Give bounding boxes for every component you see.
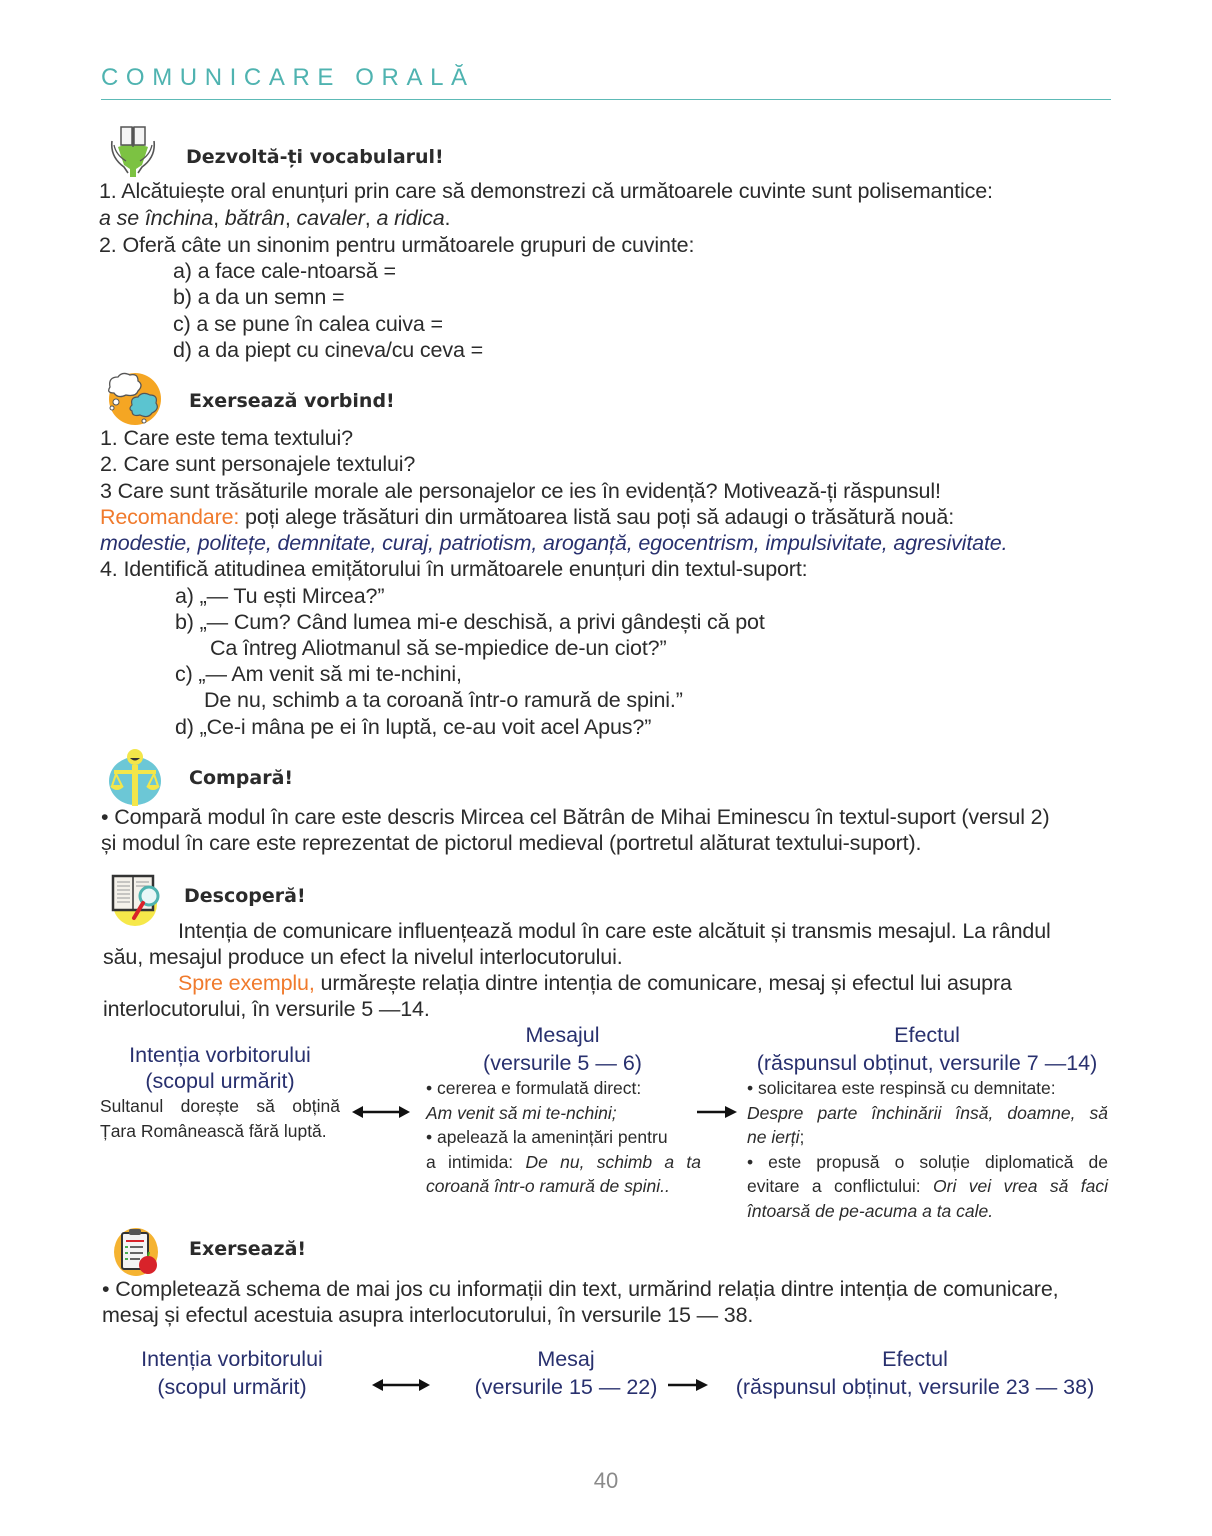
vocab-word: cavaler — [296, 206, 365, 230]
speech-bubbles-icon — [104, 369, 162, 427]
diagram-intent-text — [100, 1094, 340, 1143]
message-line — [426, 1150, 701, 1175]
quote-item: a) „— Tu ești Mircea?” — [175, 584, 385, 608]
discover-paragraph-line: interlocutorului, în versurile 5 —14. — [103, 997, 430, 1021]
speak-question-2: 2. Care sunt personajele textului? — [100, 452, 416, 476]
synonym-item: a) a face cale-ntoarsă = — [173, 259, 396, 283]
example-label: Spre exemplu, — [178, 971, 315, 995]
recommendation-text: poți alege trăsături din următoarea listă sau poți să adaugi o trăsătură nouă: — [239, 505, 955, 529]
diagram2-effect-heading — [715, 1346, 1115, 1400]
message-line: • apelează la amenințări pentru — [426, 1127, 668, 1147]
speak-question-1: 1. Care este tema textului? — [100, 426, 353, 450]
speak-question-3: 3 Care sunt trăsăturile morale ale personajelor ce ies în evidență? Motivează-ți răspunsul! — [100, 479, 941, 503]
vocab-word-list: a se închina, bătrân, cavaler, a ridica. — [99, 206, 451, 230]
message-threat-quote: De nu, schimb a ta — [525, 1151, 702, 1172]
section-title-exerseaza: Exersează! — [189, 1238, 307, 1260]
diagram-intent-heading — [100, 1042, 340, 1094]
effect-line: Despre parte închinării însă, doamne, să — [747, 1102, 1108, 1123]
book-hands-icon — [104, 121, 162, 179]
quote-item-continuation: De nu, schimb a ta coroană într-o ramură de spini.” — [204, 688, 683, 712]
effect-line — [747, 1125, 1108, 1150]
effect-title: Efectul — [882, 1347, 948, 1371]
book-magnifier-icon — [105, 870, 163, 928]
trait-list: modestie, politețe, demnitate, curaj, patriotism, aroganță, egocentrism, impulsivitate, agresivitate. — [100, 531, 1008, 555]
section-title-compara: Compară! — [189, 767, 294, 789]
intent-text-line: Sultanul dorește să obțină — [100, 1096, 340, 1116]
right-arrow-icon — [697, 1105, 737, 1119]
message-subtitle: (versurile 15 — 22) — [474, 1375, 658, 1399]
diagram2-intent-heading — [112, 1346, 352, 1400]
vocab-word: a se închina — [99, 206, 214, 230]
clipboard-apple-icon — [112, 1225, 170, 1283]
effect-subtitle: (răspunsul obținut, versurile 23 — 38) — [735, 1375, 1095, 1399]
effect-quote: ne ierți — [747, 1127, 800, 1147]
synonym-item: c) a se pune în calea cuiva = — [173, 312, 443, 336]
effect-subtitle: (răspunsul obținut, versurile 7 —14) — [756, 1051, 1098, 1075]
header-divider — [101, 99, 1111, 100]
message-threat-prefix: a intimida: — [426, 1151, 526, 1172]
message-line: coroană într-o ramură de spini.. — [426, 1176, 670, 1196]
compare-text-line: și modul în care este reprezentat de pictorul medieval (portretul alăturat textului-suport). — [101, 831, 922, 855]
intent-text-line: Țara Românească fără luptă. — [100, 1120, 327, 1141]
synonym-item: d) a da piept cu cineva/cu ceva = — [173, 338, 483, 362]
effect-title: Efectul — [894, 1023, 960, 1047]
quote-item-continuation: Ca întreg Aliotmanul să se-mpiedice de-un ciot?” — [210, 636, 667, 660]
compare-text-line: • Compară modul în care este descris Mircea cel Bătrân de Mihai Eminescu în textul-suport (versul 2) — [101, 805, 1050, 829]
effect-line: întoarsă de pe-acuma a ta cale. — [747, 1200, 994, 1221]
vocab-word: bătrân — [224, 206, 285, 230]
recommendation-label: Recomandare: — [100, 505, 240, 529]
double-arrow-icon — [352, 1105, 410, 1119]
effect-quote: Ori vei vrea să faci — [933, 1176, 1109, 1196]
diagram-message-text — [426, 1076, 701, 1199]
speak-question-4: 4. Identifică atitudinea emițătorului în următoarele enunțuri din textul-suport: — [100, 557, 808, 581]
exercise-text-line: mesaj și efectul acestuia asupra interlocutorului, în versurile 15 — 38. — [102, 1303, 754, 1327]
page-number: 40 — [593, 1468, 619, 1493]
effect-punctuation: ; — [799, 1127, 805, 1147]
effect-line — [747, 1174, 1108, 1199]
synonym-item: b) a da un semn = — [173, 285, 345, 309]
message-title: Mesaj — [537, 1347, 595, 1371]
intent-subtitle: (scopul urmărit) — [157, 1375, 307, 1399]
section-title-vocabular: Dezvoltă-ți vocabularul! — [186, 146, 444, 168]
example-text: urmărește relația dintre intenția de comunicare, mesaj și efectul lui asupra — [314, 971, 1012, 995]
discover-paragraph-line: său, mesajul produce un efect la nivelul interlocutorului. — [103, 945, 623, 969]
discover-paragraph-line: Intenția de comunicare influențează modul în care este alcătuit și transmis mesajul. La rândul — [178, 919, 1051, 943]
section-title-descopera: Descoperă! — [184, 885, 306, 907]
diagram-effect-heading — [742, 1022, 1112, 1076]
section-title-vorbind: Exersează vorbind! — [189, 390, 395, 412]
intent-subtitle: (scopul urmărit) — [145, 1069, 295, 1093]
discover-example-line — [178, 970, 1012, 996]
effect-line: • este propusă o soluție diplomatică de — [747, 1151, 1108, 1172]
message-title: Mesajul — [525, 1023, 600, 1047]
double-arrow-icon — [372, 1378, 430, 1392]
diagram-effect-text — [747, 1076, 1108, 1223]
chapter-title: COMUNICARE ORALĂ — [101, 64, 475, 91]
exercise-text-line: • Completează schema de mai jos cu informații din text, urmărind relația dintre intenția de comunicare, — [102, 1277, 1059, 1301]
vocab-word: a ridica — [376, 206, 445, 230]
intent-title: Intenția vorbitorului — [141, 1347, 323, 1371]
vocab-question-1: 1. Alcătuiește oral enunțuri prin care să demonstrezi că următoarele cuvinte sunt polisemantice: — [99, 179, 993, 203]
right-arrow-icon — [668, 1378, 708, 1392]
effect-prefix: evitare a conflictului: — [747, 1176, 933, 1196]
quote-item: b) „— Cum? Când lumea mi-e deschisă, a privi gândești că pot — [175, 610, 765, 634]
message-line: • cererea e formulată direct: — [426, 1078, 642, 1098]
recommendation — [100, 504, 954, 530]
diagram-message-heading — [425, 1022, 700, 1076]
quote-item: c) „— Am venit să mi te-nchini, — [175, 662, 462, 686]
effect-line: • solicitarea este respinsă cu demnitate: — [747, 1078, 1056, 1098]
diagram2-message-heading — [466, 1346, 666, 1400]
vocab-question-2: 2. Oferă câte un sinonim pentru următoarele grupuri de cuvinte: — [99, 233, 695, 257]
message-subtitle: (versurile 5 — 6) — [483, 1051, 642, 1075]
quote-item: d) „Ce-i mâna pe ei în luptă, ce-au voit acel Apus?” — [175, 715, 652, 739]
intent-title: Intenția vorbitorului — [129, 1043, 311, 1067]
justice-scales-icon — [106, 748, 164, 806]
message-line: Am venit să mi te-nchini; — [426, 1102, 617, 1123]
